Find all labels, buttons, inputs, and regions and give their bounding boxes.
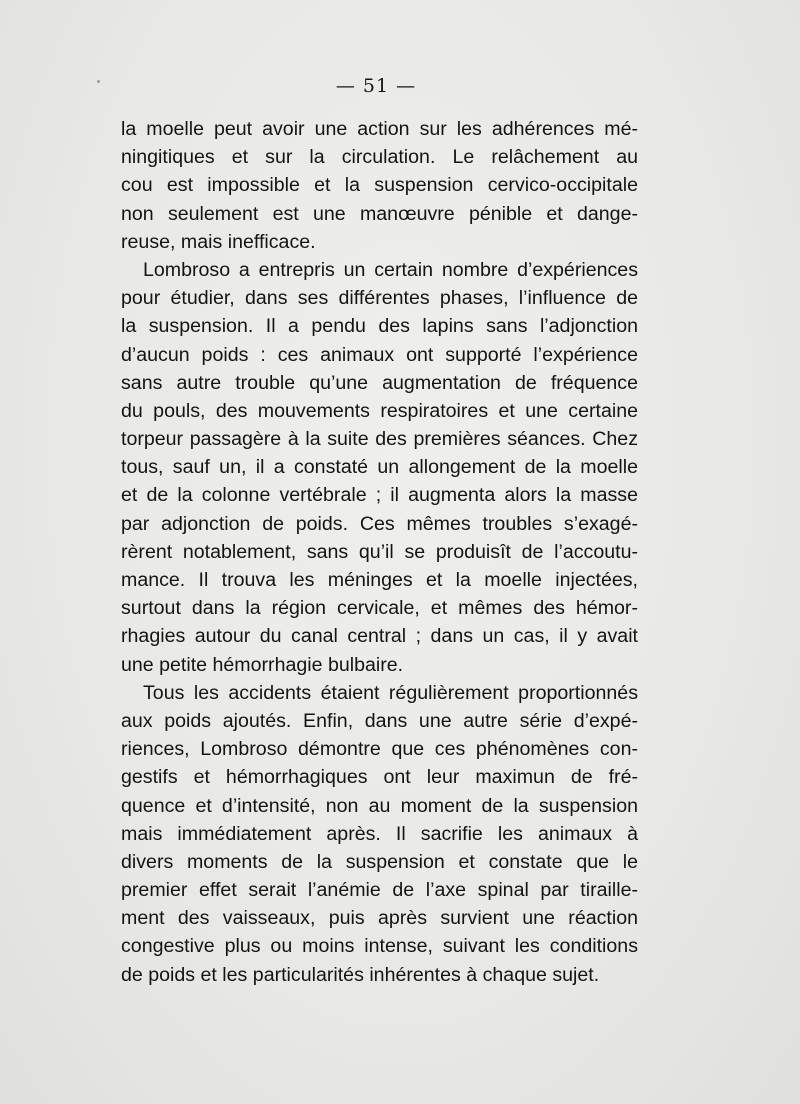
text-line: d’aucun poids : ces animaux ont supporté l’expérience xyxy=(121,343,638,366)
text-line: mance. Il trouva les méninges et la moelle injectées, xyxy=(121,569,638,591)
text-line: Lombroso a entrepris un certain nombre d’expériences xyxy=(143,258,638,281)
text-line: aux poids ajoutés. Enfin, dans une autre série d’expé- xyxy=(121,709,638,732)
text-line: reuse, mais inefficace. xyxy=(121,230,316,253)
text-line: cou est impossible et la suspension cervico-occipitale xyxy=(121,174,638,197)
text-line: ningitiques et sur la circulation. Le relâchement au xyxy=(121,146,638,169)
text-line: congestive plus ou moins intense, suivant les conditions xyxy=(121,935,638,958)
text-line: et de la colonne vertébrale ; il augmenta alors la masse xyxy=(121,484,638,507)
text-line: premier effet serait l’anémie de l’axe spinal par tiraille- xyxy=(121,879,638,902)
text-line: torpeur passagère à la suite des premières séances. Chez xyxy=(121,428,638,451)
text-line: divers moments de la suspension et constate que le xyxy=(121,850,638,873)
text-line: non seulement est une manœuvre pénible et dange- xyxy=(121,202,638,225)
page-number: — 51 — xyxy=(335,75,417,97)
text-line: de poids et les particularités inhérentes à chaque sujet. xyxy=(121,963,600,986)
text-line: rhagies autour du canal central ; dans un cas, il y avait xyxy=(121,625,638,648)
paragraph xyxy=(121,115,638,256)
text-line: ment des vaisseaux, puis après survient une réaction xyxy=(121,907,638,930)
text-line: rèrent notablement, sans qu’il se produisît de l’accoutu- xyxy=(121,540,638,563)
text-line: la moelle peut avoir une action sur les adhérences mé- xyxy=(121,118,638,140)
paragraph xyxy=(121,679,638,989)
paragraph xyxy=(121,256,638,679)
text-line: du pouls, des mouvements respiratoires et une certaine xyxy=(121,399,638,422)
text-line: surtout dans la région cervicale, et mêmes des hémor- xyxy=(121,597,638,620)
text-line: quence et d’intensité, non au moment de la suspension xyxy=(121,794,638,817)
text-line: la suspension. Il a pendu des lapins sans l’adjonction xyxy=(121,315,638,338)
text-line: gestifs et hémorrhagiques ont leur maximun de fré- xyxy=(121,766,638,789)
text-line: tous, sauf un, il a constaté un allongement de la moelle xyxy=(121,456,638,479)
text-line: sans autre trouble qu’une augmentation de fréquence xyxy=(121,371,638,394)
text-line: pour étudier, dans ses différentes phases, l’influence de xyxy=(121,287,638,310)
text-line: une petite hémorrhagie bulbaire. xyxy=(121,653,404,676)
text-line: Tous les accidents étaient régulièrement proportionnés xyxy=(143,681,638,704)
text-line: riences, Lombroso démontre que ces phénomènes con- xyxy=(121,738,638,761)
text-line: par adjonction de poids. Ces mêmes troubles s’exagé- xyxy=(121,512,638,535)
text-line: mais immédiatement après. Il sacrifie les animaux à xyxy=(121,822,638,845)
body-text xyxy=(121,115,638,989)
